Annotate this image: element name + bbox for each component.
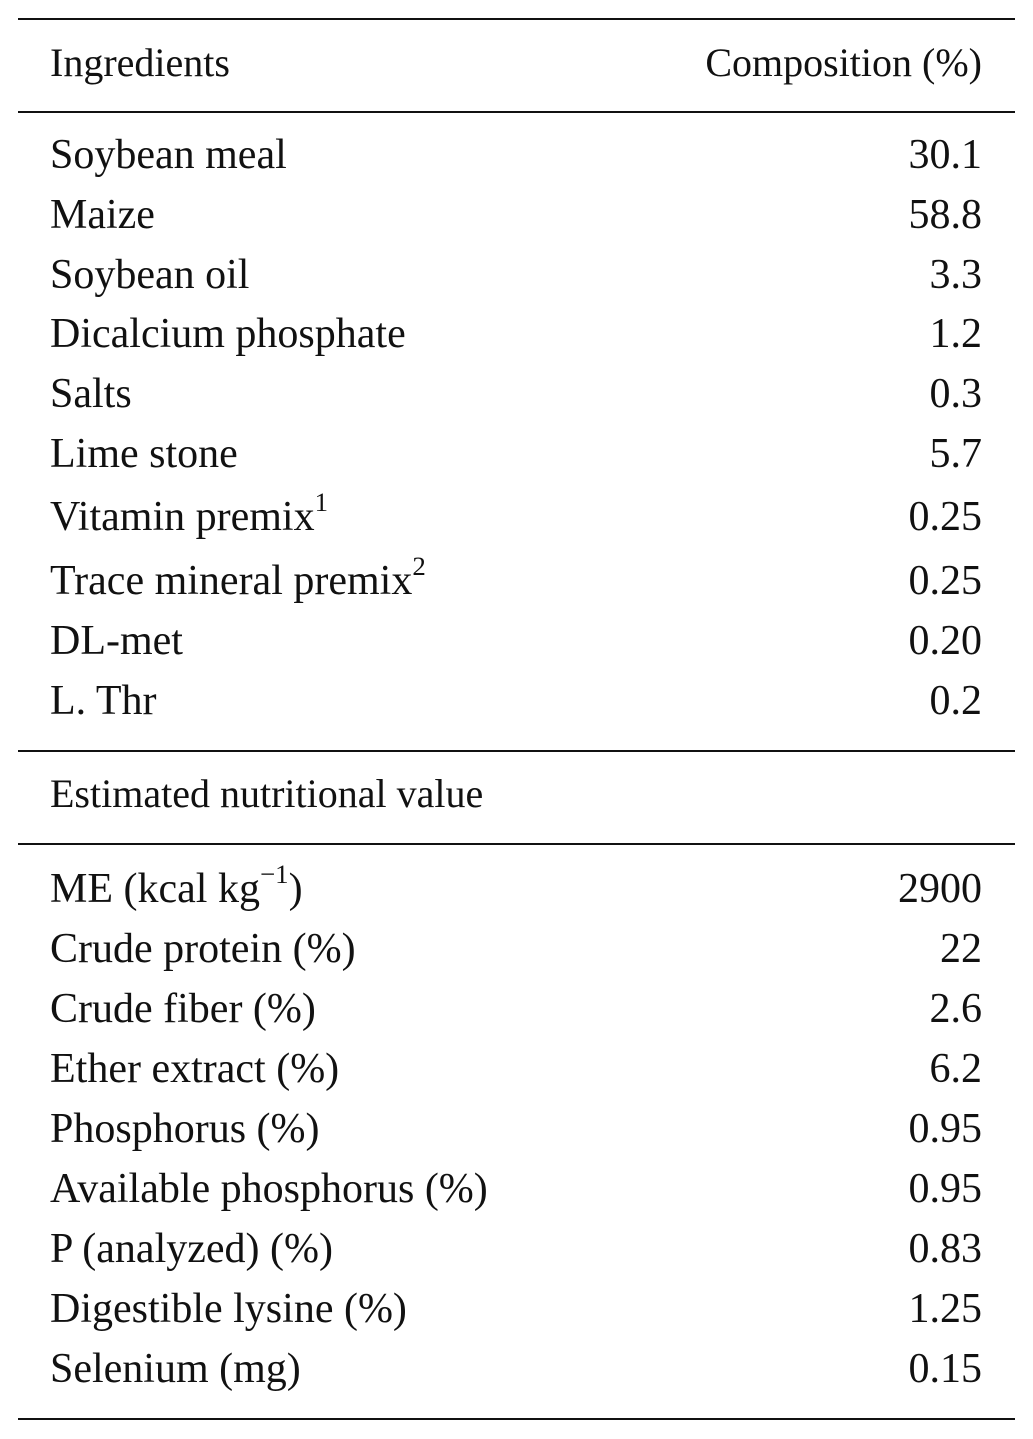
ingredient-value: 30.1 bbox=[908, 132, 982, 178]
table-row bbox=[50, 616, 982, 666]
table-row bbox=[50, 309, 982, 359]
nutrient-name: P (analyzed) (%) bbox=[50, 1226, 333, 1272]
table-row bbox=[50, 1284, 982, 1334]
table-row bbox=[50, 676, 982, 726]
footnote-marker: 1 bbox=[314, 486, 329, 517]
ingredient-name: Maize bbox=[50, 192, 155, 238]
section-heading-rule bbox=[18, 843, 1015, 845]
ingredient-value: 0.25 bbox=[908, 494, 982, 540]
table-row bbox=[50, 1164, 982, 1214]
nutrient-value: 2.6 bbox=[929, 986, 982, 1032]
ingredient-name-text: Trace mineral premix bbox=[50, 558, 413, 604]
section-heading: Estimated nutritional value bbox=[50, 771, 484, 816]
header-rule bbox=[18, 111, 1015, 113]
table-row bbox=[50, 924, 982, 974]
nutrient-name: Phosphorus (%) bbox=[50, 1106, 320, 1152]
ingredient-name: Soybean oil bbox=[50, 252, 250, 298]
ingredient-value: 0.20 bbox=[908, 618, 982, 664]
ingredient-name: Soybean meal bbox=[50, 132, 287, 178]
nutrient-value: 0.15 bbox=[908, 1346, 982, 1392]
section-heading-row bbox=[50, 769, 982, 819]
header-composition: Composition (%) bbox=[705, 40, 982, 85]
me-label-exponent: −1 bbox=[259, 858, 289, 889]
table-row bbox=[50, 550, 982, 606]
nutrient-value: 2900 bbox=[898, 866, 982, 912]
ingredient-value: 58.8 bbox=[908, 192, 982, 238]
ingredient-name bbox=[50, 550, 426, 606]
footnote-marker: 2 bbox=[412, 550, 426, 581]
nutrient-value: 0.95 bbox=[908, 1106, 982, 1152]
ingredient-value: 0.25 bbox=[908, 558, 982, 604]
table-row bbox=[50, 190, 982, 240]
table-row bbox=[50, 984, 982, 1034]
me-label-prefix: ME (kcal kg bbox=[50, 866, 260, 912]
ingredient-value: 5.7 bbox=[929, 431, 982, 477]
header-ingredients: Ingredients bbox=[50, 40, 230, 85]
nutrient-value: 6.2 bbox=[929, 1046, 982, 1092]
nutrient-value: 1.25 bbox=[908, 1286, 982, 1332]
section-rule bbox=[18, 750, 1015, 752]
table-header-row bbox=[50, 38, 982, 88]
ingredient-name: Salts bbox=[50, 371, 132, 417]
me-label-suffix: ) bbox=[288, 866, 303, 912]
table-row bbox=[50, 1344, 982, 1394]
nutrient-name: Selenium (mg) bbox=[50, 1346, 301, 1392]
nutrient-name bbox=[50, 858, 303, 914]
nutrient-name: Crude fiber (%) bbox=[50, 986, 316, 1032]
nutrient-value: 22 bbox=[940, 926, 982, 972]
table-row bbox=[50, 369, 982, 419]
ingredient-name bbox=[50, 486, 329, 542]
nutrient-name: Crude protein (%) bbox=[50, 926, 356, 972]
ingredient-name: Dicalcium phosphate bbox=[50, 311, 406, 357]
nutrient-name: Digestible lysine (%) bbox=[50, 1286, 407, 1332]
ingredient-name: DL-met bbox=[50, 618, 183, 664]
ingredient-value: 3.3 bbox=[929, 252, 982, 298]
nutrient-name: Ether extract (%) bbox=[50, 1046, 340, 1092]
table-row bbox=[50, 1104, 982, 1154]
table-row bbox=[50, 486, 982, 542]
ingredient-name: Lime stone bbox=[50, 431, 238, 477]
ingredient-value: 0.3 bbox=[929, 371, 982, 417]
ingredient-name-text: Vitamin premix bbox=[50, 494, 315, 540]
table-row bbox=[50, 1044, 982, 1094]
top-rule bbox=[18, 18, 1015, 20]
ingredient-value: 0.2 bbox=[929, 678, 982, 724]
table-row bbox=[50, 429, 982, 479]
nutrient-value: 0.83 bbox=[908, 1226, 982, 1272]
ingredient-name: L. Thr bbox=[50, 678, 157, 724]
nutrient-value: 0.95 bbox=[908, 1166, 982, 1212]
table-row bbox=[50, 1224, 982, 1274]
table-row bbox=[50, 250, 982, 300]
nutrient-name: Available phosphorus (%) bbox=[50, 1166, 488, 1212]
ingredient-value: 1.2 bbox=[929, 311, 982, 357]
bottom-rule bbox=[18, 1418, 1015, 1420]
table-row bbox=[50, 130, 982, 180]
table-row bbox=[50, 858, 982, 914]
